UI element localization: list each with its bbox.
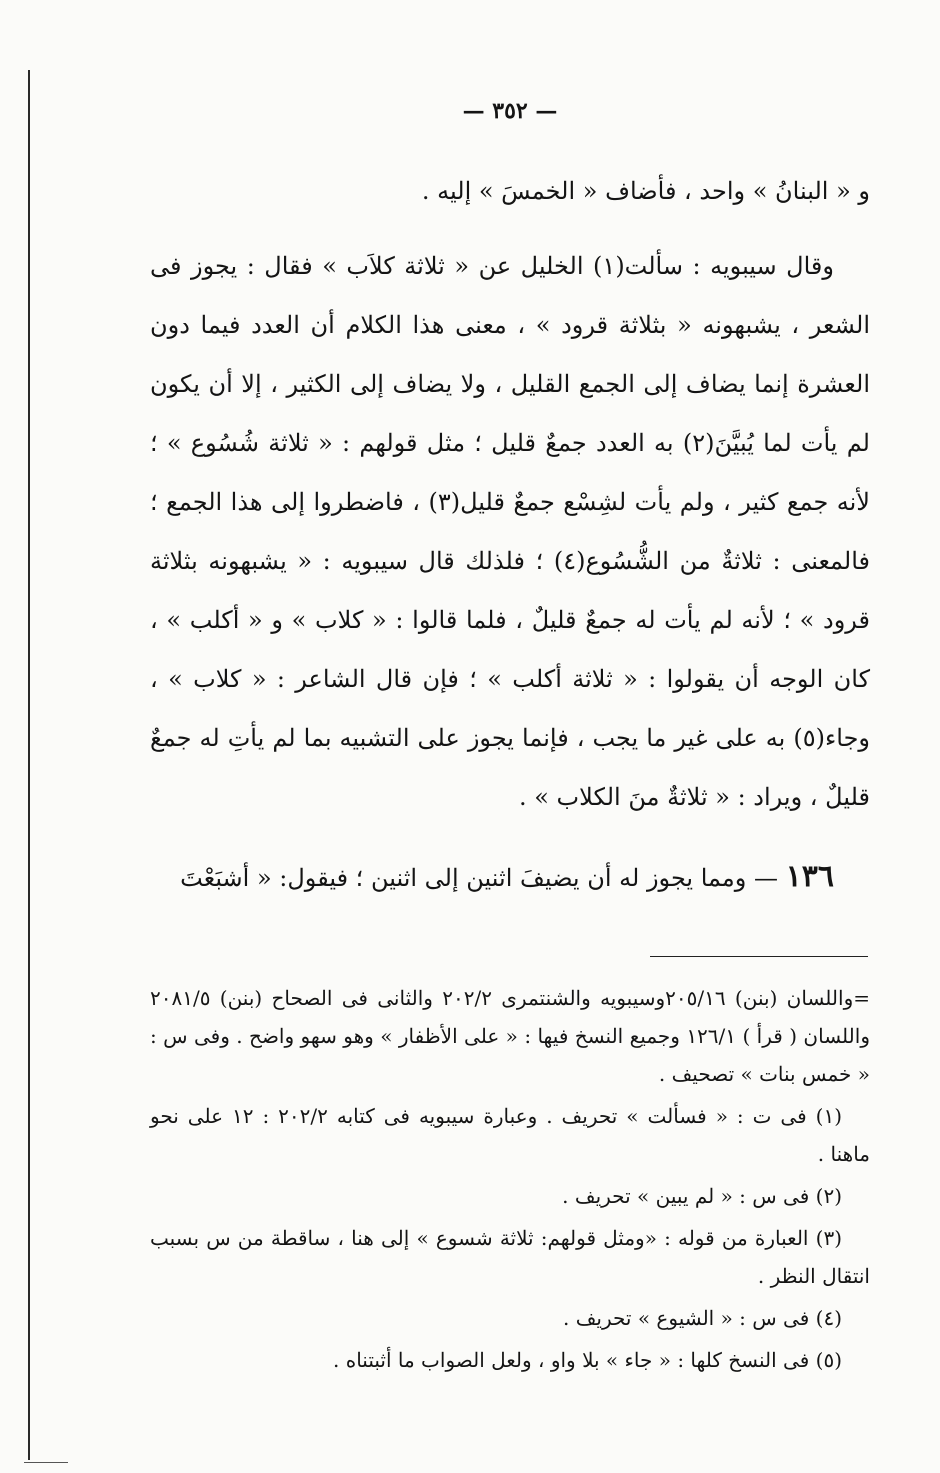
footnote-5: (٥) فى النسخ كلها : « جاء » بلا واو ، ولعل الصواب ما أثبتناه . <box>333 1348 842 1372</box>
paragraph-sibawayh: وقال سيبويه : سألت(١) الخليل عن « ثلاثة كلاَب » فقال : يجوز فى الشعر ، يشبهونه « بثلاثة قرود » ، معنى هذا الكلام أن العدد فيما دون العشرة إنما يضاف إلى الجمع القليل ، ولا يضاف إلى الكثير ، إلا أن يكون لم يأت لما يُبيَّنَ(٢) به العدد جمعٌ قليل ؛ مثل قولهم : « ثلاثة شُسُوع » ؛ لأنه جمع كثير ، ولم يأت لشِسْع جمعٌ قليل(٣) ، فاضطروا إلى هذا الجمع ؛ فالمعنى : ثلاثةٌ من الشُّسُوع(٤) ؛ فلذلك قال سيبويه : « يشبهونه بثلاثة قرود » ؛ لأنه لم يأت له جمعٌ قليلٌ ، فلما قالوا : « كلاب » و « أكلب » ، كان الوجه أن يقولوا : « ثلاثة أكلب » ؛ فإن قال الشاعر : « كلاب » ، وجاء(٥) به على غير ما يجب ، فإنما يجوز على التشبيه بما لم يأتِ له جمعٌ قليلٌ ، ويراد : « ثلاثةٌ منَ الكلاب » . <box>150 252 871 811</box>
footnote-1: (١) فى ت : « فسألت » تحريف . وعبارة سيبويه فى كتابه ٢٠٢/٢ : ١٢ على نحو ماهنا . <box>150 1104 870 1166</box>
opening-line: و « البنانُ » واحد ، فأضاف « الخمسَ » إليه . <box>421 177 870 205</box>
page-number: — ٣٥٢ — <box>462 98 558 124</box>
bottom-margin-mark <box>24 1462 68 1463</box>
section-text: — ومما يجوز له أن يضيفَ اثنين إلى اثنين ؛ فيقول: « أشبَعْتَ <box>180 864 779 892</box>
section-136-paragraph <box>150 847 870 908</box>
margin-rule-line <box>28 70 30 1460</box>
book-page <box>150 90 870 1379</box>
section-number: ١٣٦ <box>785 859 834 894</box>
footnote-2: (٢) فى س : « لم يبين » تحريف . <box>562 1184 842 1208</box>
footnote-3: (٣) العبارة من قوله : «ومثل قولهم: ثلاثة شسوع » إلى هنا ، ساقطة من س بسبب انتقال النظر . <box>150 1226 870 1288</box>
footnote-separator <box>150 956 870 957</box>
footnote-4: (٤) فى س : « الشيوع » تحريف . <box>562 1306 842 1330</box>
footnote-continuation: =واللسان (بنن) ٢٠٥/١٦وسيبويه والشنتمرى ٢٠٢/٢ والثانى فى الصحاح (بنن) ٢٠٨١/٥ واللسان ( قرأ ) ١٢٦/١ وجميع النسخ فيها : « على الأظفار » وهو سهو واضح . وفى س : « خمس بنات » تصحيف . <box>150 986 870 1086</box>
separator-line <box>650 956 868 957</box>
footnotes <box>150 979 870 1379</box>
main-text <box>150 162 870 908</box>
